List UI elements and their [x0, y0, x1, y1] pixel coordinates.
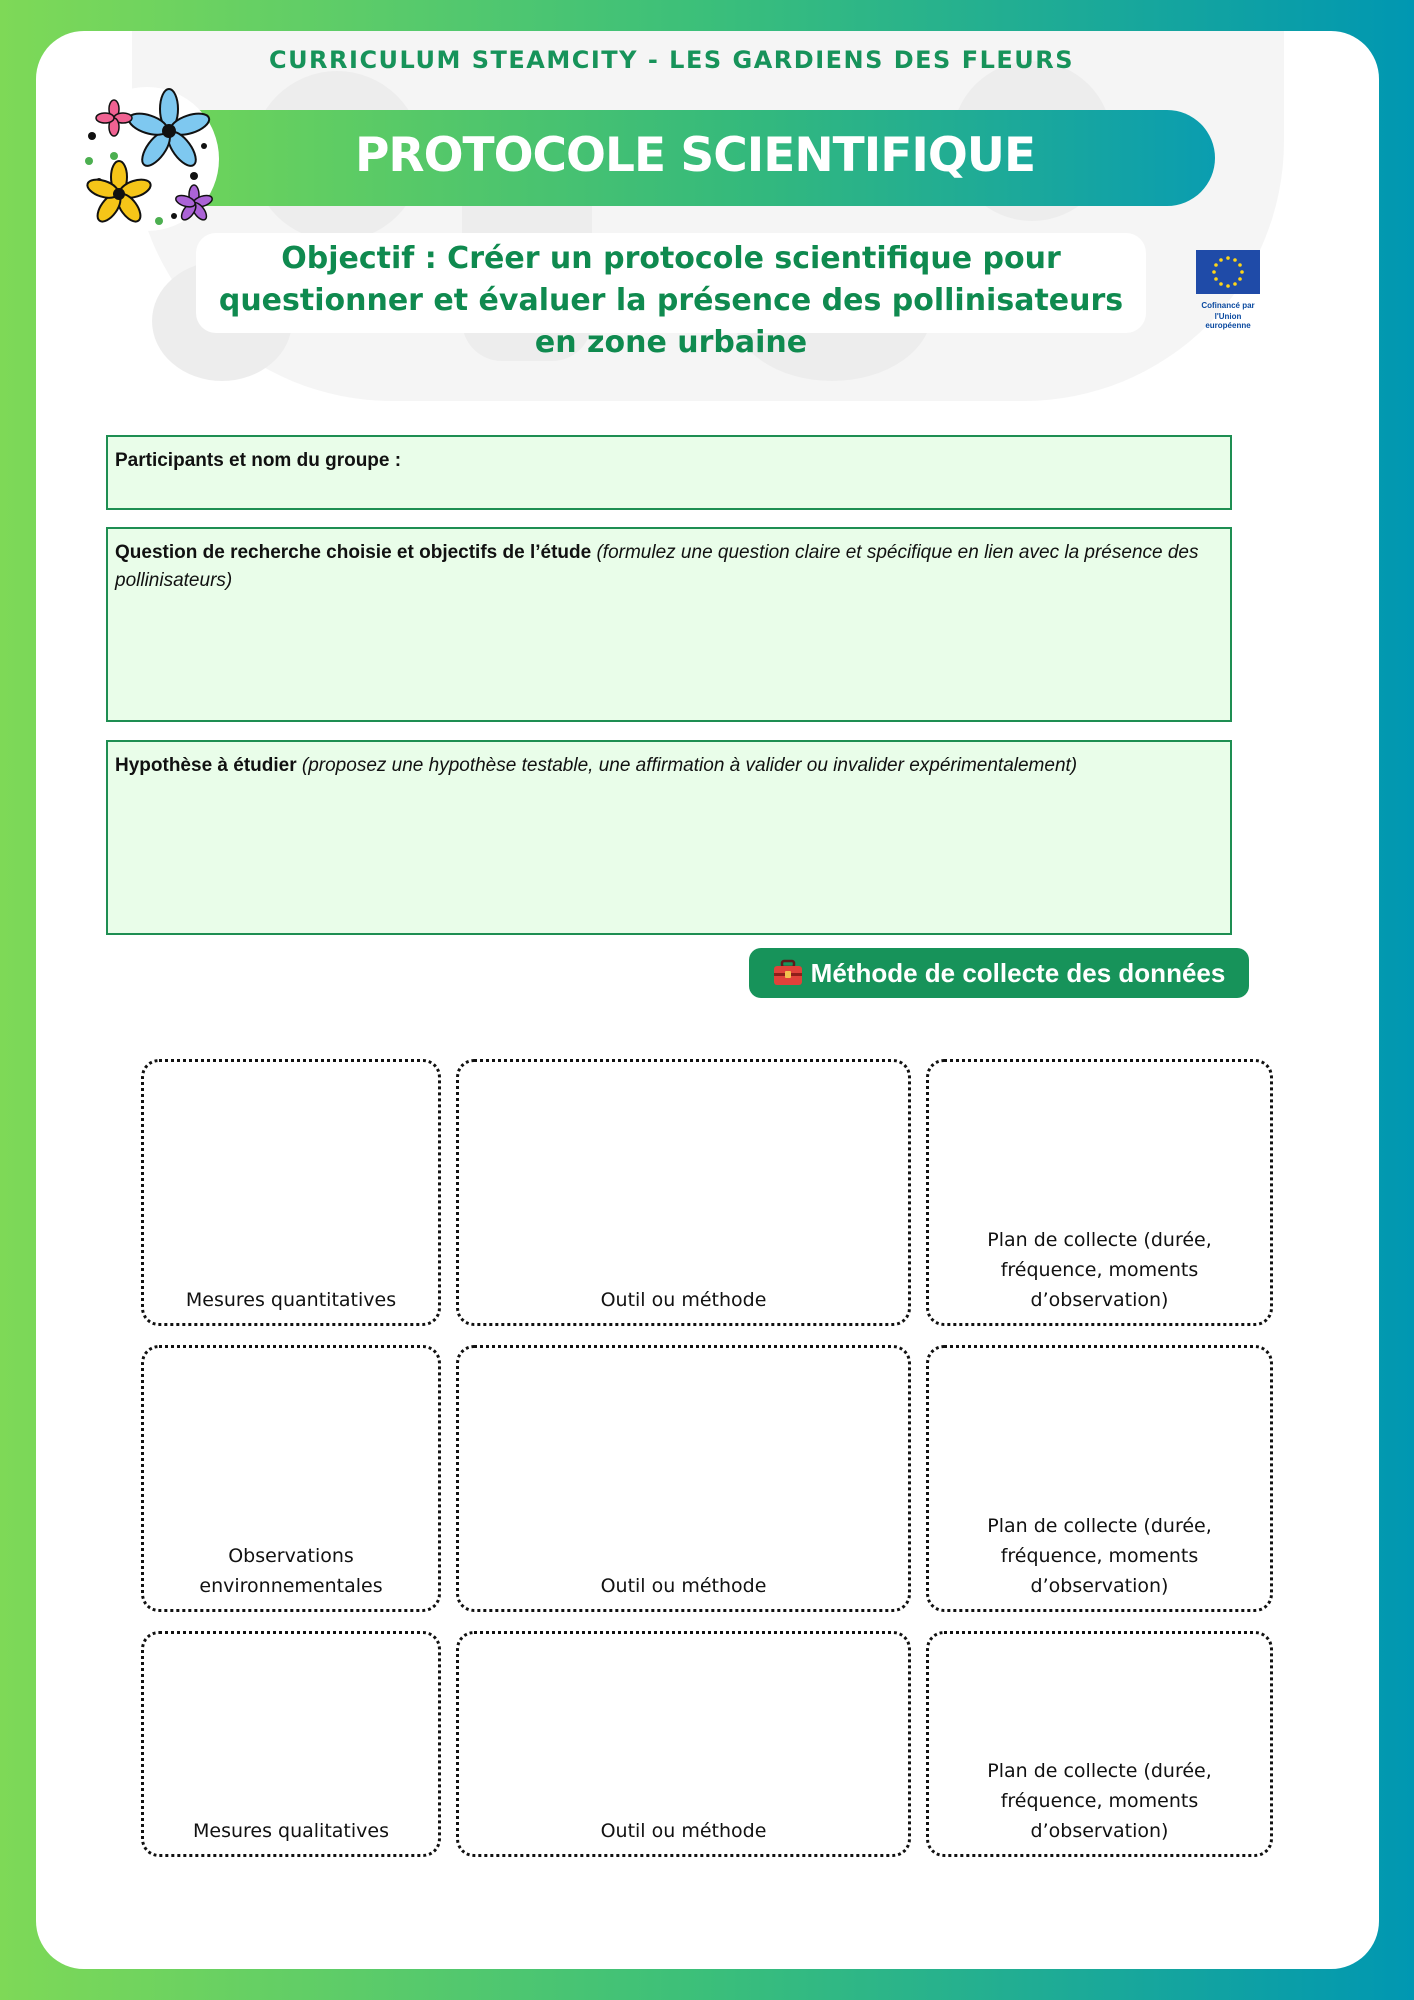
method-cell-plan-row3[interactable] — [926, 1631, 1273, 1857]
participants-field[interactable] — [106, 435, 1232, 510]
research-question-hint: (formulez une question claire et spécifique en lien avec la présence des pollinisateurs) — [115, 542, 1199, 591]
cell-label: Mesures qualitatives — [192, 1820, 389, 1842]
cell-label: Plan de collecte (durée, fréquence, moments d’observation) — [987, 1229, 1212, 1311]
hypothesis-hint: (proposez une hypothèse testable, une affirmation à valider ou invalider expérimentalement) — [301, 755, 1078, 776]
method-cell-plan-row2[interactable] — [926, 1345, 1273, 1612]
method-section-title — [749, 948, 1249, 998]
hypothesis-label: Hypothèse à étudier — [115, 755, 297, 776]
flower-badge-icon — [74, 86, 220, 232]
participants-label: Participants et nom du groupe : — [115, 450, 402, 471]
cell-label: Observations environnementales — [199, 1545, 383, 1597]
method-cell-type-row1[interactable] — [141, 1059, 441, 1326]
objective-text: Objectif : Créer un protocole scientifique pour questionner et évaluer la présence des pollinisateurs en zone urbaine — [218, 241, 1124, 360]
cell-label: Plan de collecte (durée, fréquence, moments d’observation) — [987, 1760, 1212, 1842]
eu-funding-logo — [1192, 250, 1264, 330]
page-title: PROTOCOLE SCIENTIFIQUE — [354, 128, 1036, 183]
method-cell-plan-row1[interactable] — [926, 1059, 1273, 1326]
cell-label: Mesures quantitatives — [185, 1289, 397, 1311]
method-cell-type-row3[interactable] — [141, 1631, 441, 1857]
method-section-label: Méthode de collecte des données — [810, 957, 1226, 988]
cell-label: Outil ou méthode — [600, 1820, 767, 1842]
cell-label: Outil ou méthode — [600, 1289, 767, 1311]
curriculum-title: CURRICULUM STEAMCITY - LES GARDIENS DES FLEURS — [268, 46, 1075, 74]
research-question-label: Question de recherche choisie et objectifs de l’étude — [115, 542, 592, 563]
eu-caption-line-2: l'Union européenne — [1205, 312, 1251, 330]
eu-flag-icon — [1196, 250, 1260, 294]
method-cell-tool-row1[interactable] — [456, 1059, 911, 1326]
eu-caption-line-1: Cofinancé par — [1201, 301, 1255, 310]
hypothesis-field[interactable] — [106, 740, 1232, 935]
method-cell-tool-row2[interactable] — [456, 1345, 911, 1612]
cell-label: Outil ou méthode — [600, 1575, 767, 1597]
method-cell-tool-row3[interactable] — [456, 1631, 911, 1857]
toolbox-icon — [773, 959, 803, 987]
research-question-field[interactable] — [106, 527, 1232, 722]
cell-label: Plan de collecte (durée, fréquence, moments d’observation) — [987, 1515, 1212, 1597]
method-cell-type-row2[interactable] — [141, 1345, 441, 1612]
